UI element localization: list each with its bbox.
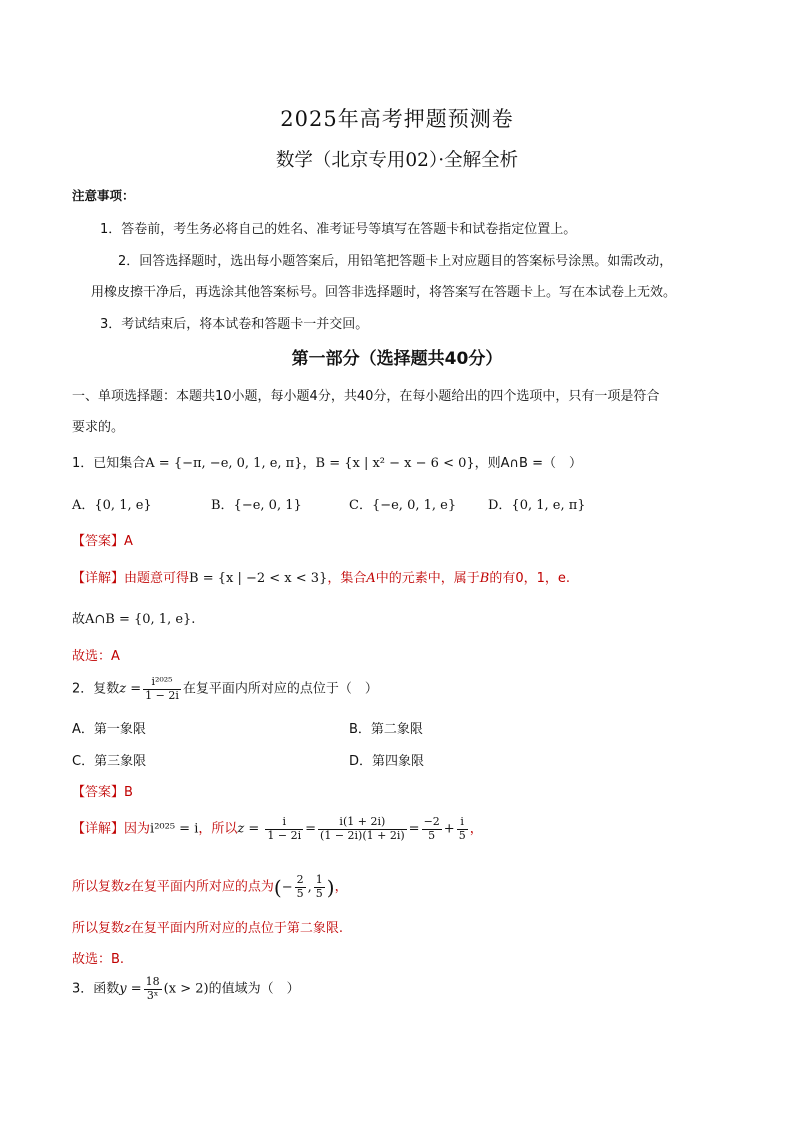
detail-text: 因为 bbox=[124, 821, 151, 837]
detail-fraction bbox=[457, 816, 468, 842]
fraction-denominator: 5 bbox=[422, 829, 442, 843]
question-1-choose: 故选：A bbox=[72, 649, 120, 664]
question-2-detail: 【详解】因为i²⁰²⁵ = i，所以z = $\frac{i}{1 - 2i}$ = $\frac{i(1 + 2i)}{(1 - 2i)(1 + 2i)}$ = $\frac{-2}{5}$ + $\frac{i}{5}$ ， bbox=[72, 815, 483, 842]
detail-var: A bbox=[366, 571, 376, 586]
fraction-denominator: (1 − 2i)(1 + 2i) bbox=[320, 828, 405, 842]
question-2-stem bbox=[72, 676, 378, 702]
detail-text: 所以复数 bbox=[72, 921, 125, 936]
question-3-condition: (x > 2) bbox=[163, 981, 209, 997]
fraction-denominator: 5 bbox=[315, 886, 323, 900]
detail-text: 在复平面内所对应的点为 bbox=[130, 879, 274, 895]
answer-label: 【答案】 bbox=[72, 785, 125, 800]
detail-text: 在复平面内所对应的点位于第二象限. bbox=[130, 921, 344, 936]
question-1-option-b: B．{−e, 0, 1} bbox=[211, 498, 302, 513]
question-3-prefix: 3．函数 bbox=[72, 981, 120, 997]
question-1-suffix: ，则A∩B =（ ） bbox=[474, 456, 582, 471]
answer-value: A bbox=[124, 534, 133, 549]
question-1-prefix: 1．已知集合 bbox=[72, 456, 146, 471]
question-1-stem bbox=[72, 452, 582, 471]
fraction-numerator: i bbox=[460, 815, 464, 828]
note-item-1: 1．答卷前，考生务必将自己的姓名、准考证号等填写在答题卡和试卷指定位置上。 bbox=[100, 222, 577, 237]
question-3-suffix: 的值域为（ ） bbox=[208, 981, 300, 997]
question-1-option-c: C．{−e, 0, 1, e} bbox=[349, 498, 457, 513]
question-2-answer bbox=[72, 781, 133, 800]
question-1-conclusion: 故A∩B = {0, 1, e}. bbox=[72, 612, 196, 627]
plus-sign: + bbox=[443, 821, 455, 837]
detail-var: B bbox=[479, 571, 490, 586]
question-2-option-d: D．第四象限 bbox=[349, 754, 425, 769]
detail-text: ，集合 bbox=[327, 571, 367, 586]
detail-text: 中的元素中，属于 bbox=[375, 571, 480, 586]
fraction-denominator: 5 bbox=[296, 886, 304, 900]
fraction-numerator: i²⁰²⁵ bbox=[151, 675, 173, 688]
detail-label: 【详解】 bbox=[72, 821, 125, 837]
question-1-option-d: D．{0, 1, e, π} bbox=[488, 498, 586, 513]
detail-var: z bbox=[124, 921, 131, 936]
detail-math: B = {x | −2 < x < 3} bbox=[189, 571, 328, 586]
question-3-stem bbox=[72, 976, 300, 1002]
question-2-fraction bbox=[143, 676, 181, 702]
question-2-prefix: 2．复数 bbox=[72, 681, 120, 697]
instructions-line-2: 要求的。 bbox=[72, 420, 125, 435]
section-title: 第一部分（选择题共40分） bbox=[291, 349, 503, 369]
detail-text: 所以复数 bbox=[72, 879, 125, 895]
note-item-2-line-2: 用橡皮擦干净后，再选涂其他答案标号。回答非选择题时，将答案写在答题卡上。写在本试卷上无效。 bbox=[91, 285, 677, 300]
fraction-numerator: i bbox=[282, 815, 287, 828]
question-3-fraction bbox=[144, 976, 162, 1002]
fraction-numerator: 2 bbox=[296, 873, 304, 886]
question-2-suffix: 在复平面内所对应的点位于（ ） bbox=[182, 681, 378, 697]
fraction-denominator: 3ˣ bbox=[144, 989, 162, 1003]
fraction-numerator: i(1 + 2i) bbox=[339, 815, 386, 828]
question-1-answer bbox=[72, 530, 133, 549]
question-2-quadrant-line bbox=[72, 917, 343, 936]
detail-var: z = bbox=[237, 821, 260, 837]
page-subtitle: 数学（北京专用02）·全解全析 bbox=[275, 150, 519, 171]
detail-text: ，所以 bbox=[198, 821, 238, 837]
fraction-numerator: 18 bbox=[145, 975, 160, 988]
detail-text: ， bbox=[469, 821, 483, 837]
point-x-fraction bbox=[295, 874, 306, 900]
instructions-line-1: 一、单项选择题：本题共10小题，每小题4分，共40分，在每小题给出的四个选项中，只有一项是符合 bbox=[72, 389, 660, 404]
question-1-set-b: B = {x | x² − x − 6 < 0} bbox=[315, 456, 475, 471]
question-1-detail bbox=[72, 567, 570, 586]
detail-fraction bbox=[318, 816, 407, 842]
detail-fraction bbox=[265, 816, 303, 842]
question-1-set-a: A = {−π, −e, 0, 1, e, π} bbox=[145, 456, 303, 471]
notes-heading: 注意事项： bbox=[72, 188, 135, 203]
question-3-y: y = bbox=[119, 981, 142, 997]
answer-label: 【答案】 bbox=[72, 534, 125, 549]
detail-text: 的有0，1，e. bbox=[489, 571, 571, 586]
fraction-denominator: 1 − 2i bbox=[145, 688, 179, 702]
note-item-2-line-1: 2．回答选择题时，选出每小题答案后，用铅笔把答题卡上对应题目的答案标号涂黑。如需改动， bbox=[118, 254, 673, 269]
fraction-denominator: 1 − 2i bbox=[267, 828, 302, 842]
note-item-3: 3．考试结束后，将本试卷和答题卡一并交回。 bbox=[100, 317, 369, 332]
detail-var: z bbox=[124, 879, 131, 895]
question-2-option-c: C．第三象限 bbox=[72, 754, 147, 769]
question-2-point-line: 所以复数z在复平面内所对应的点为(− $\frac{2}{5}$ , $\frac{1}{5}$ )， bbox=[72, 873, 348, 900]
detail-math: i²⁰²⁵ = i bbox=[150, 821, 199, 837]
detail-label: 【详解】 bbox=[72, 571, 125, 586]
question-2-option-b: B．第二象限 bbox=[349, 722, 423, 737]
question-1-option-a: A．{0, 1, e} bbox=[72, 498, 152, 513]
fraction-numerator: −2 bbox=[423, 815, 440, 828]
fraction-numerator: 1 bbox=[315, 873, 323, 886]
page-title: 2025年高考押题预测卷 bbox=[280, 107, 514, 131]
question-2-z: z = bbox=[119, 681, 142, 697]
point-y-fraction bbox=[314, 874, 325, 900]
question-1-separator: ， bbox=[302, 456, 316, 471]
answer-value: B bbox=[124, 785, 133, 800]
detail-text: 由题意可得 bbox=[124, 571, 190, 586]
detail-fraction bbox=[422, 816, 442, 842]
detail-text: ， bbox=[334, 879, 348, 895]
question-2-choose: 故选：B. bbox=[72, 952, 125, 967]
fraction-denominator: 5 bbox=[458, 828, 466, 842]
question-2-option-a: A．第一象限 bbox=[72, 722, 146, 737]
